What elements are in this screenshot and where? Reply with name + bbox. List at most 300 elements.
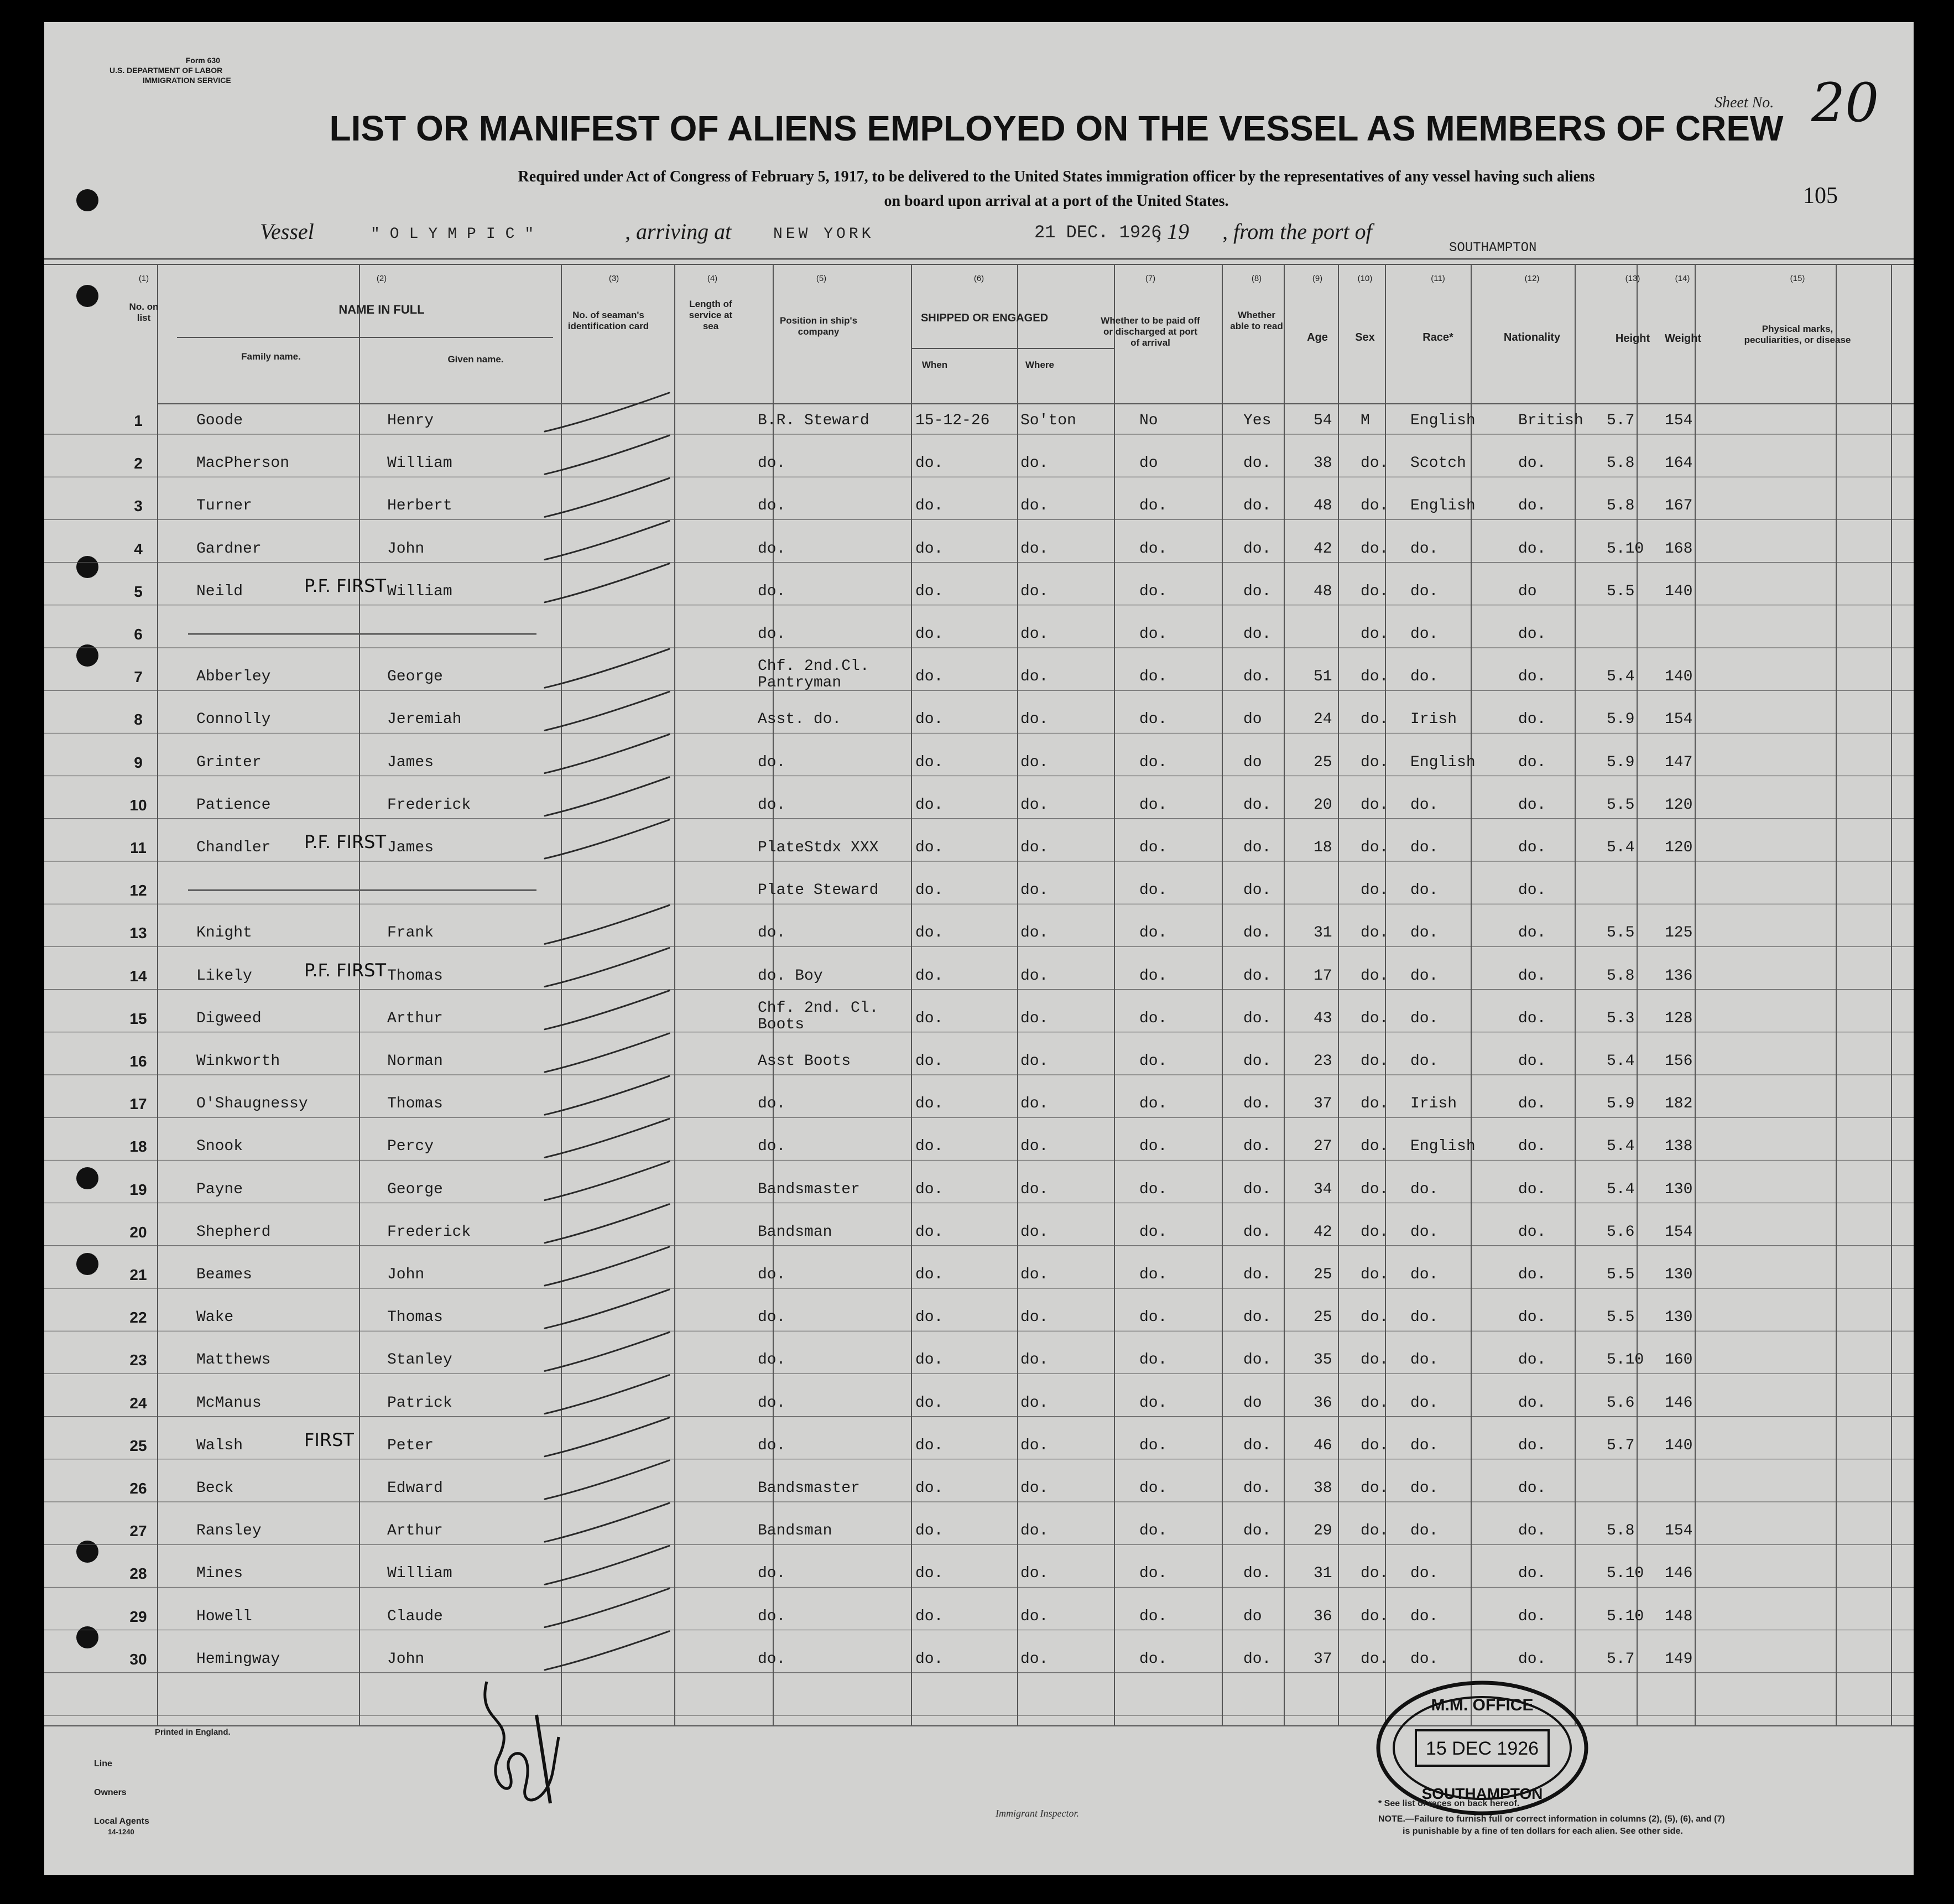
- row-7-sex: do.: [1361, 668, 1389, 686]
- row-23-given: Stanley: [387, 1351, 452, 1369]
- row-8-when: do.: [915, 711, 944, 729]
- row-16-when: do.: [915, 1053, 944, 1070]
- row-13-read: do.: [1243, 924, 1272, 942]
- row-30-given: John: [387, 1650, 425, 1668]
- row-11-height: 5.4: [1607, 839, 1635, 856]
- row-5-race: do.: [1410, 582, 1439, 600]
- row-24-sex: do.: [1361, 1394, 1389, 1412]
- row-11-no: 11: [130, 839, 147, 856]
- row-12-read: do.: [1243, 882, 1272, 899]
- row-16-pos: Asst Boots: [758, 1053, 851, 1070]
- row-26-given: Edward: [387, 1480, 443, 1497]
- row-2-pos: do.: [758, 455, 786, 472]
- row-5-pos: do.: [758, 582, 786, 600]
- row-12-nat: do.: [1518, 882, 1546, 899]
- row-22-family: Wake: [196, 1309, 234, 1326]
- row-9-pos: do.: [758, 753, 786, 771]
- row-4-sex: do.: [1361, 540, 1389, 558]
- row-5-read: do.: [1243, 582, 1272, 600]
- row-10-when: do.: [915, 796, 944, 814]
- row-8-paid: do.: [1139, 711, 1168, 729]
- row-28-where: do.: [1020, 1565, 1049, 1583]
- col5-header: Position in ship's company: [779, 315, 858, 337]
- row-1-where: So'ton: [1020, 412, 1076, 429]
- col2-number: (2): [376, 274, 387, 283]
- row-28-height: 5.10: [1607, 1565, 1644, 1583]
- row-22-where: do.: [1020, 1309, 1049, 1326]
- row-22-read: do.: [1243, 1309, 1272, 1326]
- row-9-when: do.: [915, 753, 944, 771]
- row-19-read: do.: [1243, 1180, 1272, 1198]
- row-2-where: do.: [1020, 455, 1049, 472]
- row-7-weight: 140: [1665, 668, 1693, 686]
- row-7-family: Abberley: [196, 668, 271, 686]
- row-23-nat: do.: [1518, 1351, 1546, 1369]
- stamp-date-text: 15 DEC 1926: [1425, 1738, 1539, 1759]
- row-20-weight: 154: [1665, 1223, 1693, 1241]
- row-5-where: do.: [1020, 582, 1049, 600]
- col13-header: Height: [1615, 332, 1650, 345]
- row-13-when: do.: [915, 924, 944, 942]
- agents-code: 14-1240: [108, 1828, 134, 1836]
- row-27-age: 29: [1314, 1522, 1332, 1540]
- arrival-port: NEW YORK: [773, 226, 874, 243]
- row-20-sex: do.: [1361, 1223, 1389, 1241]
- family-name-header: Family name.: [241, 351, 301, 362]
- col6-number: (6): [973, 274, 984, 283]
- row-10-family: Patience: [196, 796, 271, 814]
- col10-header: Sex: [1355, 331, 1375, 344]
- row-11-nat: do.: [1518, 839, 1546, 856]
- row-19-race: do.: [1410, 1180, 1439, 1198]
- row-3-race: English: [1410, 497, 1476, 515]
- arrival-date: 21 DEC. 1926: [1034, 222, 1162, 243]
- row-7-race: do.: [1410, 668, 1439, 686]
- row-24-paid: do.: [1139, 1394, 1168, 1412]
- row-26-sex: do.: [1361, 1480, 1389, 1497]
- row-1-race: English: [1410, 412, 1476, 429]
- row-16-family: Winkworth: [196, 1053, 280, 1070]
- row-25-paid: do.: [1139, 1437, 1168, 1454]
- row-18-sex: do.: [1361, 1138, 1389, 1156]
- row-29-height: 5.10: [1607, 1608, 1644, 1625]
- col7-number: (7): [1145, 274, 1156, 283]
- row-7-pos: Chf. 2nd.Cl. Pantryman: [758, 658, 869, 692]
- row-5-when: do.: [915, 582, 944, 600]
- row-24-age: 36: [1314, 1394, 1332, 1412]
- row-15-height: 5.3: [1607, 1010, 1635, 1027]
- row-25-race: do.: [1410, 1437, 1439, 1454]
- row-27-family: Ransley: [196, 1522, 262, 1540]
- row-17-where: do.: [1020, 1095, 1049, 1113]
- row-15-pos: Chf. 2nd. Cl. Boots: [758, 999, 879, 1033]
- row-28-no: 28: [129, 1565, 147, 1583]
- row-30-no: 30: [129, 1650, 147, 1668]
- vessel-label: Vessel: [260, 219, 314, 244]
- row-21-given: John: [387, 1266, 425, 1283]
- row-2-race: Scotch: [1410, 455, 1466, 472]
- row-6-when: do.: [915, 626, 944, 643]
- crew-table-body: [44, 22, 1914, 1875]
- row-13-height: 5.5: [1607, 924, 1635, 942]
- row-7-given: George: [387, 668, 443, 686]
- row-8-age: 24: [1314, 711, 1332, 729]
- row-24-where: do.: [1020, 1394, 1049, 1412]
- row-27-no: 27: [129, 1522, 147, 1540]
- row-30-where: do.: [1020, 1650, 1049, 1668]
- col7-header: Whether to be paid off or discharged at port of arrival: [1101, 315, 1200, 348]
- row-23-paid: do.: [1139, 1351, 1168, 1369]
- row-28-given: William: [387, 1565, 452, 1583]
- row-20-family: Shepherd: [196, 1223, 271, 1241]
- stamp-bottom-text: SOUTHAMPTON: [1421, 1785, 1543, 1802]
- row-30-paid: do.: [1139, 1650, 1168, 1668]
- row-29-pos: do.: [758, 1608, 786, 1625]
- row-19-when: do.: [915, 1180, 944, 1198]
- row-2-nat: do.: [1518, 455, 1546, 472]
- row-17-race: Irish: [1410, 1095, 1457, 1113]
- row-15-read: do.: [1243, 1010, 1272, 1027]
- row-26-race: do.: [1410, 1480, 1439, 1497]
- row-28-family: Mines: [196, 1565, 243, 1583]
- row-4-paid: do.: [1139, 540, 1168, 558]
- row-14-race: do.: [1410, 967, 1439, 985]
- row-20-no: 20: [129, 1223, 147, 1241]
- row-16-race: do.: [1410, 1053, 1439, 1070]
- col6-when-header: When: [921, 360, 948, 370]
- row-19-nat: do.: [1518, 1180, 1546, 1198]
- row-22-nat: do.: [1518, 1309, 1546, 1326]
- row-10-nat: do.: [1518, 796, 1546, 814]
- row-25-nat: do.: [1518, 1437, 1546, 1454]
- stamp-top-text: M.M. OFFICE: [1431, 1696, 1534, 1714]
- row-18-where: do.: [1020, 1138, 1049, 1156]
- service: IMMIGRATION SERVICE: [143, 76, 231, 85]
- row-14-age: 17: [1314, 967, 1332, 985]
- sheet-label: Sheet No.: [1715, 94, 1774, 111]
- row-10-given: Frederick: [387, 796, 471, 814]
- row-1-sex: M: [1361, 412, 1370, 429]
- row-14-no: 14: [129, 967, 147, 985]
- row-28-sex: do.: [1361, 1565, 1389, 1583]
- col8-number: (8): [1251, 274, 1262, 283]
- row-7-when: do.: [915, 668, 944, 686]
- row-28-pos: do.: [758, 1565, 786, 1583]
- row-2-height: 5.8: [1607, 455, 1635, 472]
- fine-note-line1: NOTE.—Failure to furnish full or correct information in columns (2), (5), (6), and (7): [1378, 1814, 1725, 1824]
- row-3-where: do.: [1020, 497, 1049, 515]
- row-20-read: do.: [1243, 1223, 1272, 1241]
- row-23-age: 35: [1314, 1351, 1332, 1369]
- row-20-when: do.: [915, 1223, 944, 1241]
- row-21-when: do.: [915, 1266, 944, 1283]
- row-6-read: do.: [1243, 626, 1272, 643]
- owners-label: Owners: [94, 1788, 127, 1797]
- row-11-age: 18: [1314, 839, 1332, 856]
- row-27-race: do.: [1410, 1522, 1439, 1540]
- row-4-weight: 168: [1665, 540, 1693, 558]
- row-10-read: do.: [1243, 796, 1272, 814]
- row-11-where: do.: [1020, 839, 1049, 856]
- row-21-read: do.: [1243, 1266, 1272, 1283]
- row-27-pos: Bandsman: [758, 1522, 832, 1540]
- row-19-family: Payne: [196, 1180, 243, 1198]
- row-13-no: 13: [129, 924, 147, 942]
- row-2-read: do.: [1243, 455, 1272, 472]
- row-8-where: do.: [1020, 711, 1049, 729]
- row-3-weight: 167: [1665, 497, 1693, 515]
- row-3-height: 5.8: [1607, 497, 1635, 515]
- row-18-pos: do.: [758, 1138, 786, 1156]
- row-19-no: 19: [129, 1180, 147, 1198]
- row-7-read: do.: [1243, 668, 1272, 686]
- row-18-paid: do.: [1139, 1138, 1168, 1156]
- row-15-sex: do.: [1361, 1010, 1389, 1027]
- row-14-handwritten-note: P.F. FIRST: [304, 959, 387, 981]
- row-14-nat: do.: [1518, 967, 1546, 985]
- row-29-no: 29: [129, 1608, 147, 1625]
- row-17-no: 17: [129, 1095, 147, 1113]
- row-3-when: do.: [915, 497, 944, 515]
- row-16-read: do.: [1243, 1053, 1272, 1070]
- row-25-when: do.: [915, 1437, 944, 1454]
- row-9-read: do: [1243, 753, 1262, 771]
- reference-number: 105: [1803, 183, 1838, 209]
- row-6-no: 6: [134, 626, 143, 643]
- row-4-no: 4: [134, 540, 143, 558]
- row-16-where: do.: [1020, 1053, 1049, 1070]
- from-port: SOUTHAMPTON: [1449, 241, 1537, 256]
- row-15-family: Digweed: [196, 1010, 262, 1027]
- row-11-sex: do.: [1361, 839, 1389, 856]
- row-5-sex: do.: [1361, 582, 1389, 600]
- row-26-age: 38: [1314, 1480, 1332, 1497]
- row-13-family: Knight: [196, 924, 252, 942]
- row-20-age: 42: [1314, 1223, 1332, 1241]
- col5-number: (5): [816, 274, 827, 283]
- row-17-age: 37: [1314, 1095, 1332, 1113]
- row-21-nat: do.: [1518, 1266, 1546, 1283]
- row-6-where: do.: [1020, 626, 1049, 643]
- row-12-pos: Plate Steward: [758, 882, 879, 899]
- col14-number: (14): [1675, 274, 1690, 283]
- row-5-weight: 140: [1665, 582, 1693, 600]
- row-13-weight: 125: [1665, 924, 1693, 942]
- row-25-sex: do.: [1361, 1437, 1389, 1454]
- row-24-nat: do.: [1518, 1394, 1546, 1412]
- row-22-given: Thomas: [387, 1309, 443, 1326]
- row-14-given: Thomas: [387, 967, 443, 985]
- row-24-read: do: [1243, 1394, 1262, 1412]
- row-17-paid: do.: [1139, 1095, 1168, 1113]
- row-2-no: 2: [134, 455, 143, 472]
- row-30-race: do.: [1410, 1650, 1439, 1668]
- col3-header: No. of seaman's identification card: [567, 310, 649, 331]
- row-3-nat: do.: [1518, 497, 1546, 515]
- row-6-pos: do.: [758, 626, 786, 643]
- row-2-age: 38: [1314, 455, 1332, 472]
- row-12-paid: do.: [1139, 882, 1168, 899]
- row-19-age: 34: [1314, 1180, 1332, 1198]
- row-21-weight: 130: [1665, 1266, 1693, 1283]
- row-21-where: do.: [1020, 1266, 1049, 1283]
- row-27-given: Arthur: [387, 1522, 443, 1540]
- row-23-race: do.: [1410, 1351, 1439, 1369]
- row-28-when: do.: [915, 1565, 944, 1583]
- row-7-paid: do.: [1139, 668, 1168, 686]
- row-4-given: John: [387, 540, 425, 558]
- row-14-height: 5.8: [1607, 967, 1635, 985]
- row-3-no: 3: [134, 497, 143, 515]
- row-25-weight: 140: [1665, 1437, 1693, 1454]
- row-29-paid: do.: [1139, 1608, 1168, 1625]
- col3-number: (3): [608, 274, 619, 283]
- row-22-age: 25: [1314, 1309, 1332, 1326]
- row-26-read: do.: [1243, 1480, 1272, 1497]
- row-28-read: do.: [1243, 1565, 1272, 1583]
- row-12-sex: do.: [1361, 882, 1389, 899]
- row-9-age: 25: [1314, 753, 1332, 771]
- row-15-no: 15: [129, 1010, 147, 1027]
- row-25-age: 46: [1314, 1437, 1332, 1454]
- sheet-number: 20: [1811, 72, 1879, 134]
- row-9-where: do.: [1020, 753, 1049, 771]
- row-4-read: do.: [1243, 540, 1272, 558]
- col11-number: (11): [1431, 274, 1445, 283]
- row-1-pos: B.R. Steward: [758, 412, 869, 429]
- row-19-height: 5.4: [1607, 1180, 1635, 1198]
- row-24-family: McManus: [196, 1394, 262, 1412]
- row-14-where: do.: [1020, 967, 1049, 985]
- row-5-age: 48: [1314, 582, 1332, 600]
- row-14-sex: do.: [1361, 967, 1389, 985]
- row-14-read: do.: [1243, 967, 1272, 985]
- row-4-age: 42: [1314, 540, 1332, 558]
- fine-note-line2: is punishable by a fine of ten dollars for each alien. See other side.: [1403, 1827, 1683, 1836]
- row-1-height: 5.7: [1607, 412, 1635, 429]
- row-26-nat: do.: [1518, 1480, 1546, 1497]
- row-22-sex: do.: [1361, 1309, 1389, 1326]
- row-8-pos: Asst. do.: [758, 711, 842, 729]
- row-16-weight: 156: [1665, 1053, 1693, 1070]
- row-30-sex: do.: [1361, 1650, 1389, 1668]
- row-12-no: 12: [129, 882, 147, 899]
- row-16-no: 16: [129, 1053, 147, 1070]
- row-4-family: Gardner: [196, 540, 262, 558]
- subtitle-line: Required under Act of Congress of February 5, 1917, to be delivered to the United States immigration officer by the representatives of any vessel having such aliens: [518, 168, 1595, 185]
- row-3-given: Herbert: [387, 497, 452, 515]
- row-2-weight: 164: [1665, 455, 1693, 472]
- row-21-paid: do.: [1139, 1266, 1168, 1283]
- row-24-given: Patrick: [387, 1394, 452, 1412]
- row-8-no: 8: [134, 711, 143, 729]
- row-21-age: 25: [1314, 1266, 1332, 1283]
- row-29-when: do.: [915, 1608, 944, 1625]
- row-19-sex: do.: [1361, 1180, 1389, 1198]
- col9-header: Age: [1307, 331, 1328, 344]
- row-19-given: George: [387, 1180, 443, 1198]
- row-10-age: 20: [1314, 796, 1332, 814]
- races-note: * See list of races on back hereof.: [1378, 1799, 1520, 1808]
- row-15-age: 43: [1314, 1010, 1332, 1027]
- row-16-given: Norman: [387, 1053, 443, 1070]
- row-26-pos: Bandsmaster: [758, 1480, 860, 1497]
- col9-number: (9): [1312, 274, 1323, 283]
- row-21-no: 21: [129, 1266, 147, 1283]
- row-1-given: Henry: [387, 412, 434, 429]
- row-29-where: do.: [1020, 1608, 1049, 1625]
- signature: [454, 1660, 586, 1825]
- row-9-weight: 147: [1665, 753, 1693, 771]
- row-29-nat: do.: [1518, 1608, 1546, 1625]
- row-7-age: 51: [1314, 668, 1332, 686]
- row-4-nat: do.: [1518, 540, 1546, 558]
- row-29-weight: 148: [1665, 1608, 1693, 1625]
- row-5-given: William: [387, 582, 452, 600]
- given-name-header: Given name.: [447, 354, 504, 365]
- row-28-paid: do.: [1139, 1565, 1168, 1583]
- row-26-paid: do.: [1139, 1480, 1168, 1497]
- row-10-no: 10: [129, 796, 147, 814]
- row-13-sex: do.: [1361, 924, 1389, 942]
- row-3-paid: do.: [1139, 497, 1168, 515]
- col6-header: SHIPPED OR ENGAGED: [920, 312, 1049, 324]
- row-20-paid: do.: [1139, 1223, 1168, 1241]
- row-25-handwritten-note: FIRST: [304, 1429, 354, 1450]
- row-29-given: Claude: [387, 1608, 443, 1625]
- row-28-race: do.: [1410, 1565, 1439, 1583]
- row-11-handwritten-note: P.F. FIRST: [304, 831, 387, 852]
- row-30-nat: do.: [1518, 1650, 1546, 1668]
- row-1-paid: No: [1139, 412, 1158, 429]
- row-8-family: Connolly: [196, 711, 271, 729]
- row-2-when: do.: [915, 455, 944, 472]
- row-17-height: 5.9: [1607, 1095, 1635, 1113]
- row-11-given: James: [387, 839, 434, 856]
- col14-header: Weight: [1664, 332, 1702, 345]
- row-23-height: 5.10: [1607, 1351, 1644, 1369]
- row-6-sex: do.: [1361, 626, 1389, 643]
- row-18-given: Percy: [387, 1138, 434, 1156]
- row-11-when: do.: [915, 839, 944, 856]
- row-2-family: MacPherson: [196, 455, 290, 472]
- row-19-where: do.: [1020, 1180, 1049, 1198]
- row-11-race: do.: [1410, 839, 1439, 856]
- row-29-race: do.: [1410, 1608, 1439, 1625]
- row-8-race: Irish: [1410, 711, 1457, 729]
- row-6-nat: do.: [1518, 626, 1546, 643]
- row-7-height: 5.4: [1607, 668, 1635, 686]
- row-17-nat: do.: [1518, 1095, 1546, 1113]
- row-24-weight: 146: [1665, 1394, 1693, 1412]
- row-17-sex: do.: [1361, 1095, 1389, 1113]
- row-12-when: do.: [915, 882, 944, 899]
- row-11-weight: 120: [1665, 839, 1693, 856]
- row-28-weight: 146: [1665, 1565, 1693, 1583]
- row-3-pos: do.: [758, 497, 786, 515]
- row-10-where: do.: [1020, 796, 1049, 814]
- col6-where-header: Where: [1025, 360, 1054, 370]
- row-14-weight: 136: [1665, 967, 1693, 985]
- row-22-no: 22: [129, 1309, 147, 1326]
- row-14-family: Likely: [196, 967, 252, 985]
- row-11-pos: PlateStdx XXX: [758, 839, 879, 856]
- row-8-given: Jeremiah: [387, 711, 462, 729]
- row-26-no: 26: [129, 1480, 147, 1497]
- row-6-paid: do.: [1139, 626, 1168, 643]
- row-3-family: Turner: [196, 497, 252, 515]
- row-27-paid: do.: [1139, 1522, 1168, 1540]
